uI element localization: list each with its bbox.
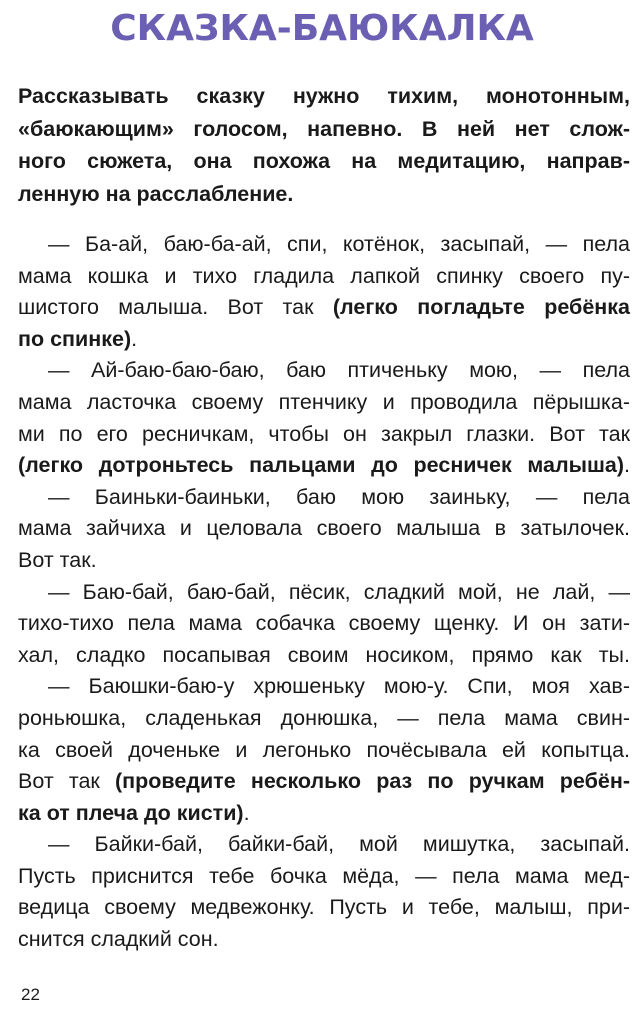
story-line: — Баюшки-баю-у хрюшеньку мою-у. Спи, моя хав-	[48, 674, 630, 699]
intro-paragraph	[18, 80, 630, 210]
story-line: Пусть приснится тебе бочка мёда, — пела мама мед-	[18, 863, 630, 888]
story-text-span: шистого малыша. Вот так	[18, 295, 333, 320]
instruction-text: по спинке)	[18, 326, 132, 351]
instruction-text: (легко погладьте ребёнка	[332, 295, 630, 320]
story-line: ведица своему медвежонку. Пусть и тебе, малыш, при-	[18, 895, 630, 920]
story-line: ка своей доченьке и легонько почёсывала ей копытца.	[18, 737, 630, 762]
story-line: — Ай-баю-баю-баю, баю птиченьку мою, — пела	[48, 358, 630, 383]
story-line: мама зайчиха и целовала своего малыша в затылочек.	[18, 516, 630, 541]
page-number: 22	[21, 985, 40, 1004]
intro-line: Рассказывать сказку нужно тихим, монотонным,	[18, 84, 630, 108]
intro-line: ленную на расслабление.	[18, 181, 294, 206]
story-line	[18, 766, 630, 798]
story-line: ми по его ресничкам, чтобы он закрыл глазки. Вот так	[18, 421, 630, 446]
story-line: мама ласточка своему птенчику и проводила пёрышка-	[18, 389, 630, 414]
intro-line: «баюкающим» голосом, напевно. В ней нет слож-	[18, 116, 630, 141]
story-line: Вот так.	[18, 547, 97, 572]
story-line: тихо-тихо пела мама собачка своему щенку. И он зати-	[18, 611, 630, 636]
story-line	[18, 798, 630, 830]
story-line	[18, 292, 630, 324]
story-line: хал, сладко посапывая своим носиком, прямо как ты.	[18, 642, 630, 667]
story-text	[18, 229, 630, 956]
story-line: — Байки-бай, байки-бай, мой мишутка, засыпай.	[48, 832, 630, 857]
story-line: — Ба-ай, баю-ба-ай, спи, котёнок, засыпай, — пела	[48, 232, 630, 256]
story-line: мама кошка и тихо гладила лапкой спинку своего пу-	[18, 263, 630, 288]
story-text-span: .	[243, 800, 250, 825]
story-line	[18, 450, 630, 482]
story-text-span: Вот так	[18, 769, 115, 794]
story-line: роньюшка, сладенькая донюшка, — пела мама свин-	[18, 705, 630, 730]
story-line	[18, 324, 630, 356]
story-line: — Баиньки-баиньки, баю мою заиньку, — пела	[48, 484, 630, 509]
intro-line: ного сюжета, она похожа на медитацию, направ-	[18, 149, 630, 173]
story-text-span: .	[624, 453, 630, 478]
instruction-text: ка от плеча до кисти)	[18, 800, 244, 825]
story-line: снится сладкий сон.	[18, 927, 219, 952]
story-text-span: .	[131, 326, 138, 351]
instruction-text: (проведите несколько раз по ручкам ребён-	[115, 769, 630, 794]
page-title: СКАЗКА-БАЮКАЛКА	[110, 8, 534, 49]
story-line: — Баю-бай, баю-бай, пёсик, сладкий мой, не лай, —	[48, 579, 630, 604]
instruction-text: (легко дотроньтесь пальцами до ресничек малыша)	[18, 453, 625, 478]
